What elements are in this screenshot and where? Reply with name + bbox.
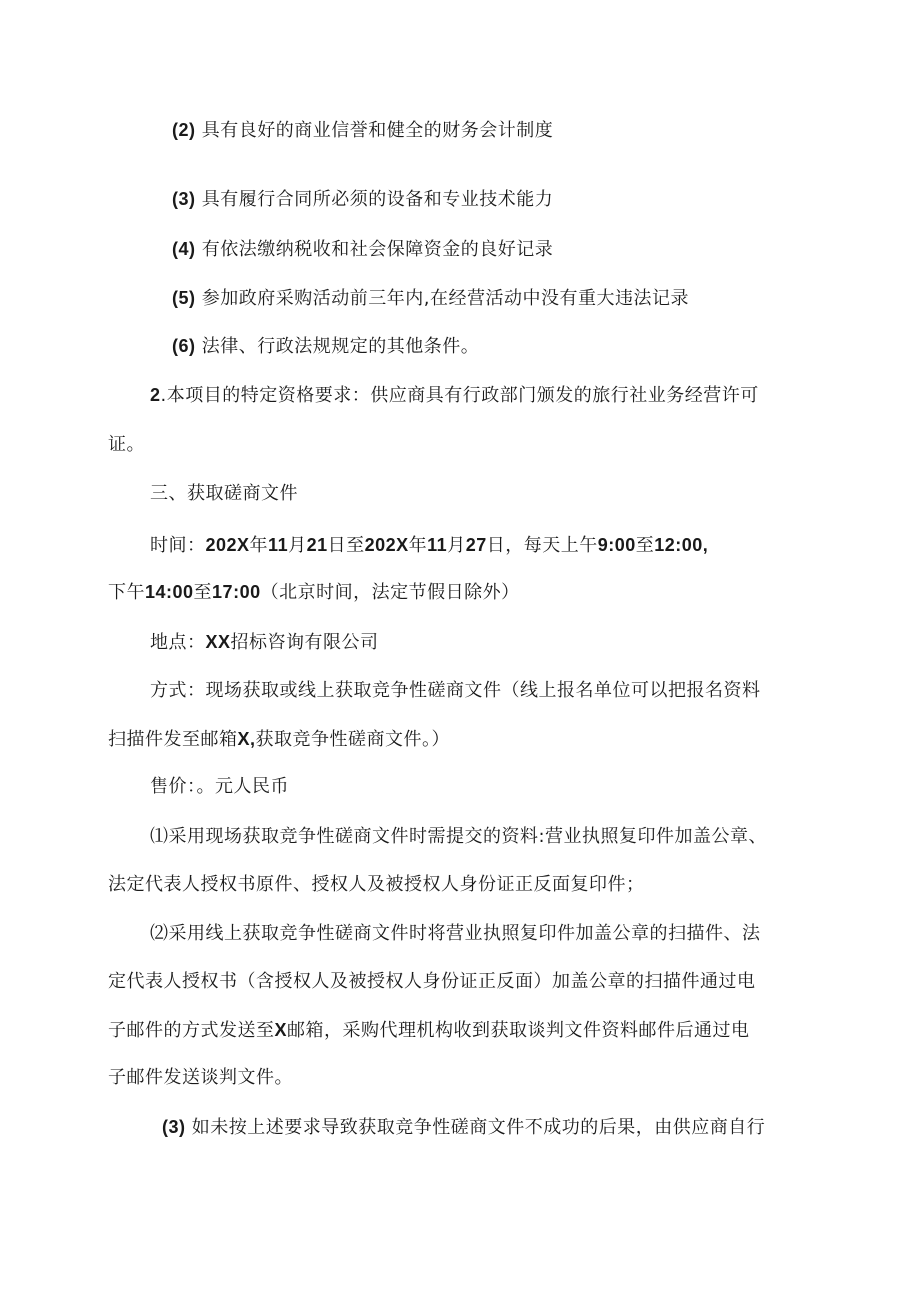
requirement-3-line-1: (3) 如未按上述要求导致获取竞争性磋商文件不成功的后果，由供应商自行 <box>162 1117 766 1138</box>
requirement-2-line-2: 定代表人授权书（含授权人及被授权人身份证正反面）加盖公章的扫描件通过电 <box>108 971 756 992</box>
section-heading: 三、获取磋商文件 <box>150 483 298 504</box>
qualification-item-6: (6) 法律、行政法规规定的其他条件。 <box>172 336 480 357</box>
qualification-item-5: (5) 参加政府采购活动前三年内,在经营活动中没有重大违法记录 <box>172 288 689 309</box>
qualification-item-4: (4) 有依法缴纳税收和社会保障资金的良好记录 <box>172 239 554 260</box>
method-line-1: 方式：现场获取或线上获取竞争性磋商文件（线上报名单位可以把报名资料 <box>150 680 761 701</box>
requirement-2-line-3: 子邮件的方式发送至X邮箱，采购代理机构收到获取谈判文件资料邮件后通过电 <box>108 1020 750 1041</box>
qualification-item-3: (3) 具有履行合同所必须的设备和专业技术能力 <box>172 189 554 210</box>
special-requirement-line-1: 2.本项目的特定资格要求：供应商具有行政部门颁发的旅行社业务经营许可 <box>150 385 759 406</box>
requirement-2-line-1: ⑵采用线上获取竞争性磋商文件时将营业执照复印件加盖公章的扫描件、法 <box>150 923 761 944</box>
location-line: 地点：XX招标咨询有限公司 <box>150 632 379 653</box>
requirement-2-line-4: 子邮件发送谈判文件。 <box>108 1067 293 1088</box>
requirement-1-line-2: 法定代表人授权书原件、授权人及被授权人身份证正反面复印件； <box>108 874 645 895</box>
price-line: 售价：。元人民币 <box>150 776 289 797</box>
method-line-2: 扫描件发至邮箱X,获取竞争性磋商文件。） <box>108 729 451 750</box>
requirement-1-line-1: ⑴采用现场获取竞争性磋商文件时需提交的资料:营业执照复印件加盖公章、 <box>150 826 768 847</box>
time-line-2: 下午14:00至17:00（北京时间，法定节假日除外） <box>108 582 520 603</box>
qualification-item-2: (2) 具有良好的商业信誉和健全的财务会计制度 <box>172 120 554 141</box>
special-requirement-line-2: 证。 <box>108 434 145 455</box>
time-line-1: 时间：202X年11月21日至202X年11月27日，每天上午9:00至12:00, <box>150 535 709 556</box>
